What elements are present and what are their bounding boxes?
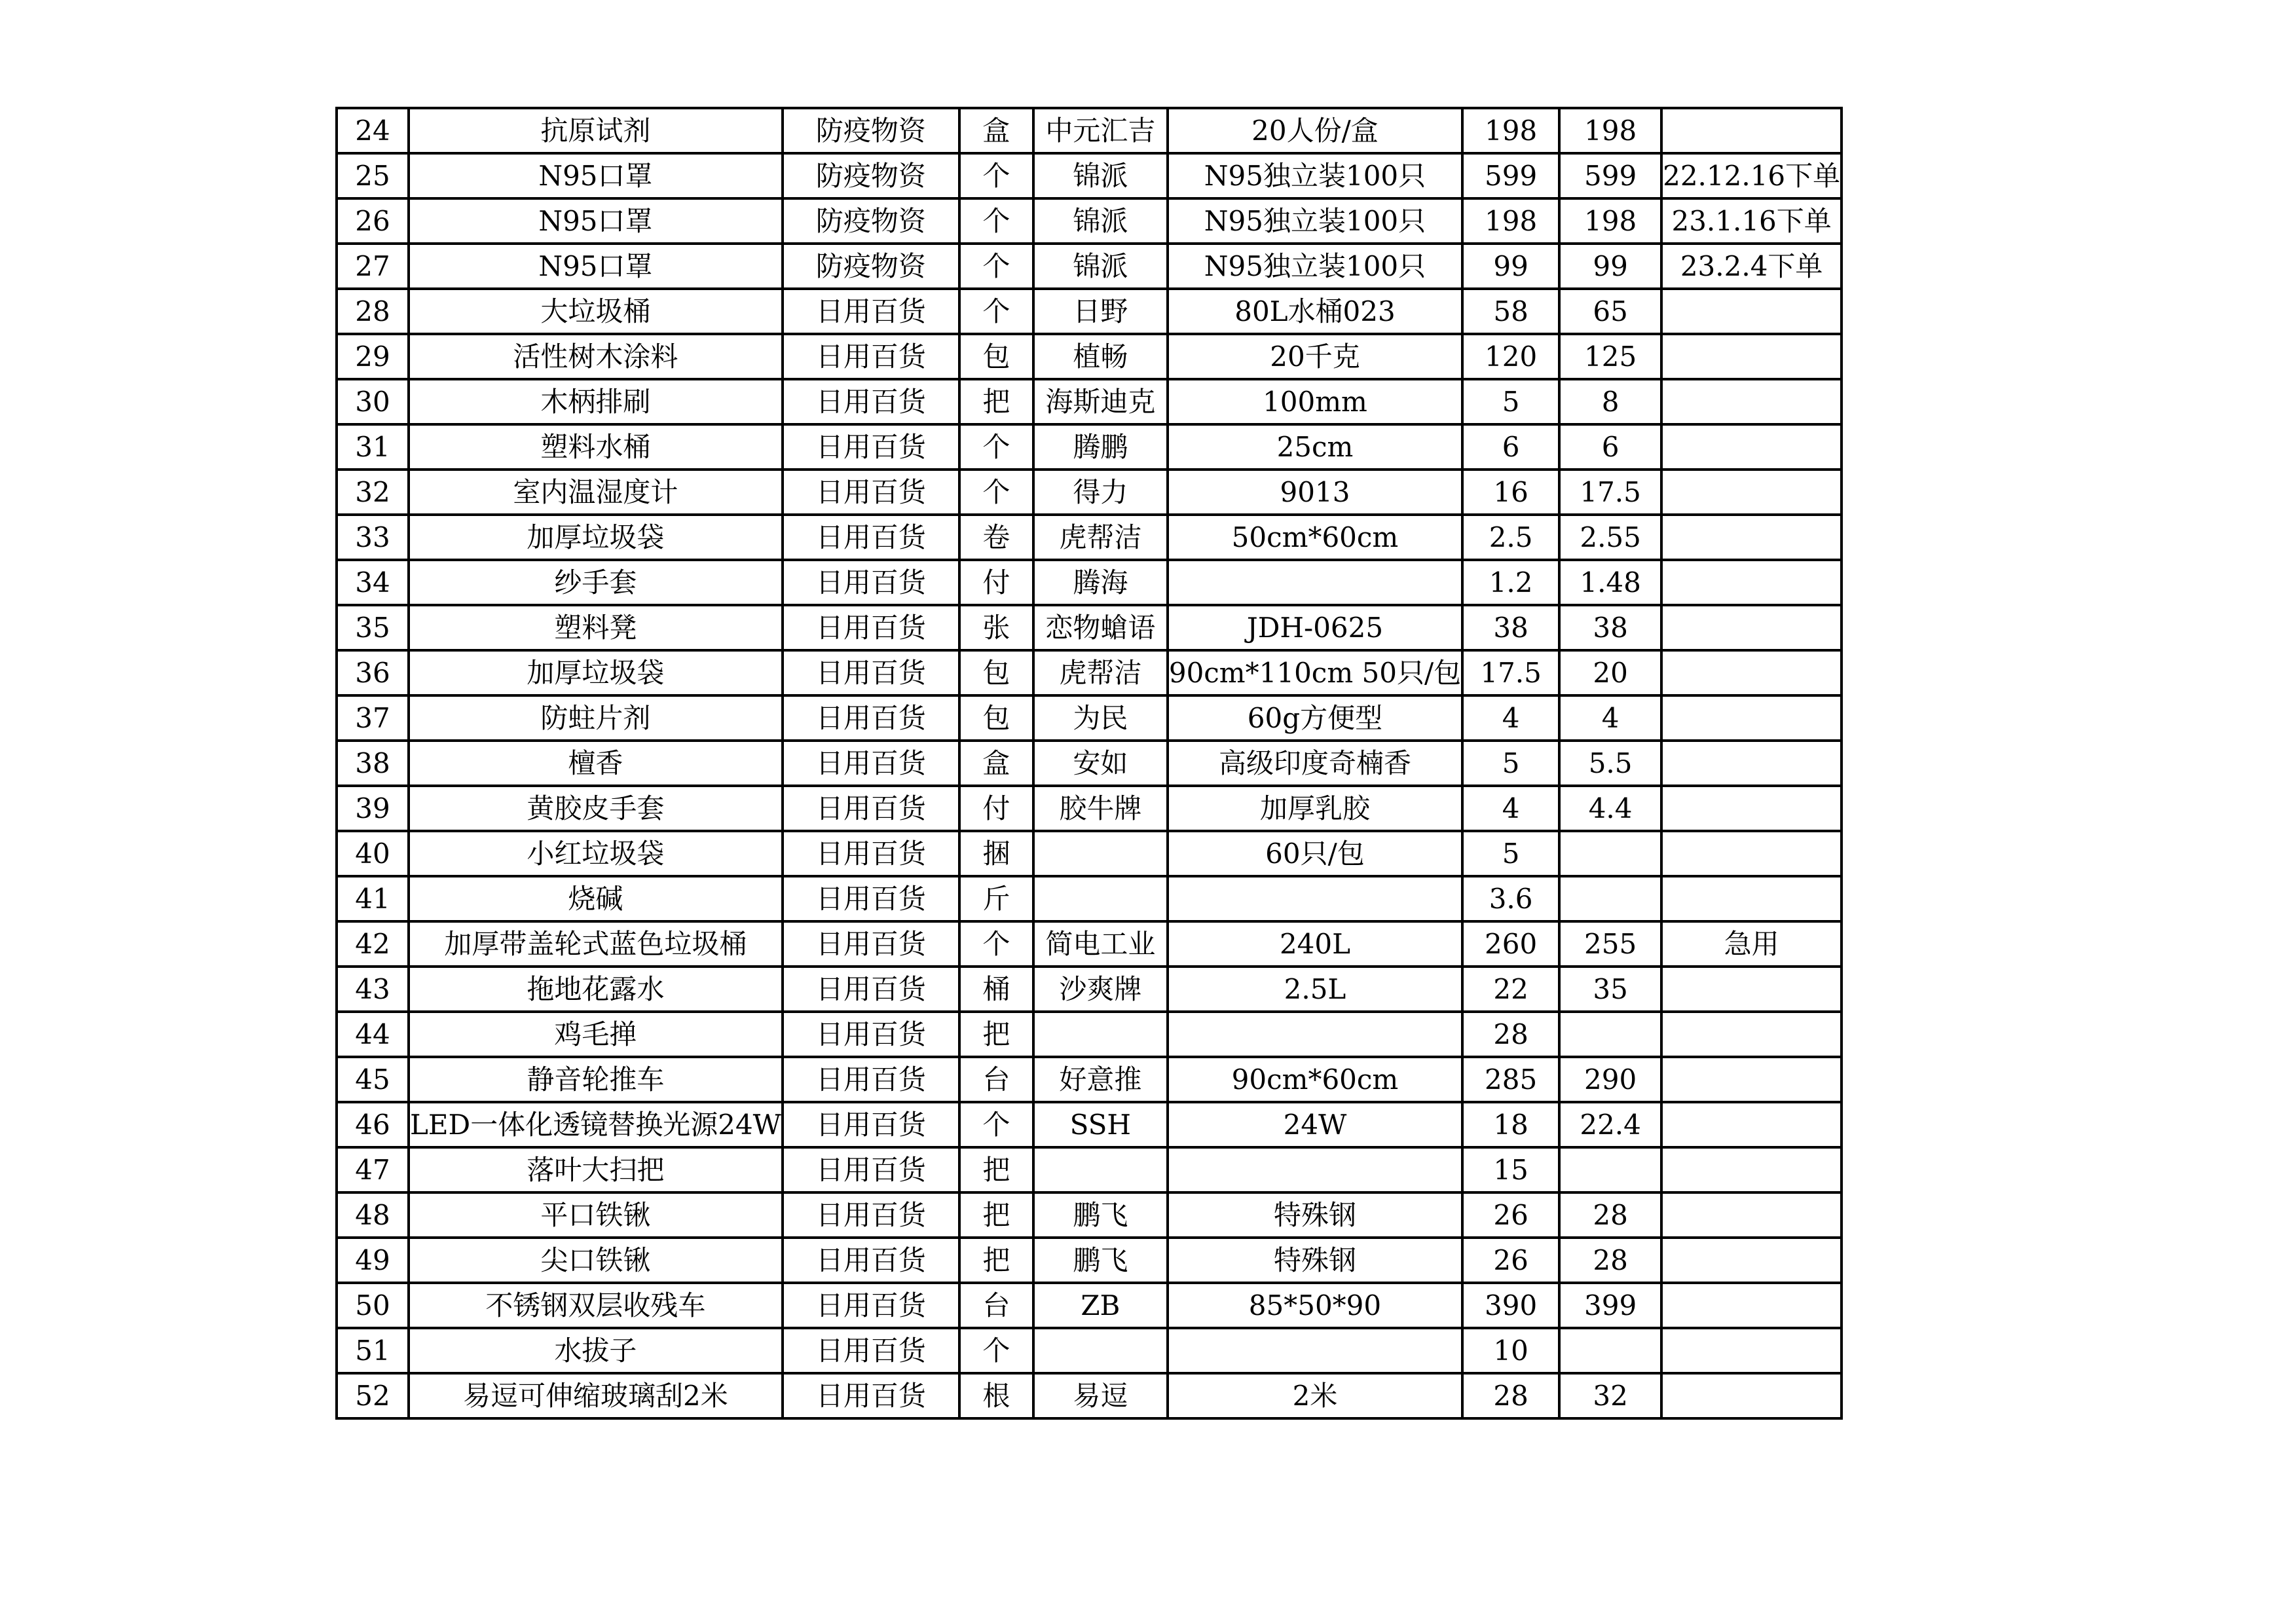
note-cell	[1661, 695, 1842, 741]
specification-cell: 90cm*60cm	[1168, 1057, 1462, 1102]
brand-cell: 简电工业	[1033, 921, 1168, 967]
specification-cell: 2米	[1168, 1373, 1462, 1418]
price-b-cell: 1.48	[1559, 560, 1661, 605]
item-name-cell: 纱手套	[409, 560, 783, 605]
table-row	[337, 1057, 1842, 1102]
category-cell: 日用百货	[783, 1373, 959, 1418]
note-cell	[1661, 515, 1842, 560]
price-b-cell: 8	[1559, 379, 1661, 424]
brand-cell: 锦派	[1033, 198, 1168, 244]
item-name-cell: 加厚垃圾袋	[409, 650, 783, 695]
note-cell	[1661, 470, 1842, 515]
price-a-cell: 99	[1462, 244, 1559, 289]
specification-cell: 50cm*60cm	[1168, 515, 1462, 560]
table-body	[337, 108, 1842, 1418]
unit-cell: 个	[959, 424, 1033, 470]
price-b-cell: 17.5	[1559, 470, 1661, 515]
brand-cell: 植畅	[1033, 334, 1168, 379]
price-a-cell: 390	[1462, 1283, 1559, 1328]
category-cell: 防疫物资	[783, 244, 959, 289]
unit-cell: 个	[959, 1328, 1033, 1373]
table-row	[337, 1147, 1842, 1192]
table-row	[337, 1328, 1842, 1373]
row-number-cell: 44	[337, 1012, 409, 1057]
unit-cell: 斤	[959, 876, 1033, 921]
brand-cell: 胶牛牌	[1033, 786, 1168, 831]
item-name-cell: 落叶大扫把	[409, 1147, 783, 1192]
price-b-cell: 2.55	[1559, 515, 1661, 560]
item-name-cell: 大垃圾桶	[409, 289, 783, 334]
price-b-cell: 4.4	[1559, 786, 1661, 831]
row-number-cell: 34	[337, 560, 409, 605]
item-name-cell: 鸡毛掸	[409, 1012, 783, 1057]
note-cell	[1661, 1238, 1842, 1283]
unit-cell: 个	[959, 244, 1033, 289]
price-b-cell: 38	[1559, 605, 1661, 650]
table-row	[337, 289, 1842, 334]
brand-cell: 恋物螥语	[1033, 605, 1168, 650]
table-row	[337, 1283, 1842, 1328]
unit-cell: 把	[959, 379, 1033, 424]
price-a-cell: 285	[1462, 1057, 1559, 1102]
unit-cell: 把	[959, 1012, 1033, 1057]
category-cell: 日用百货	[783, 470, 959, 515]
price-a-cell: 22	[1462, 967, 1559, 1012]
category-cell: 日用百货	[783, 1102, 959, 1147]
price-b-cell: 399	[1559, 1283, 1661, 1328]
specification-cell: 20人份/盒	[1168, 108, 1462, 153]
price-b-cell	[1559, 876, 1661, 921]
row-number-cell: 52	[337, 1373, 409, 1418]
row-number-cell: 35	[337, 605, 409, 650]
brand-cell	[1033, 876, 1168, 921]
price-a-cell: 15	[1462, 1147, 1559, 1192]
brand-cell: SSH	[1033, 1102, 1168, 1147]
item-name-cell: 檀香	[409, 741, 783, 786]
price-b-cell	[1559, 1328, 1661, 1373]
price-b-cell: 125	[1559, 334, 1661, 379]
row-number-cell: 37	[337, 695, 409, 741]
brand-cell: 得力	[1033, 470, 1168, 515]
category-cell: 日用百货	[783, 876, 959, 921]
item-name-cell: 平口铁锹	[409, 1192, 783, 1238]
note-cell: 23.2.4下单	[1661, 244, 1842, 289]
category-cell: 日用百货	[783, 1328, 959, 1373]
note-cell	[1661, 1012, 1842, 1057]
table-row	[337, 1373, 1842, 1418]
table-row	[337, 108, 1842, 153]
item-name-cell: 拖地花露水	[409, 967, 783, 1012]
brand-cell: 鹏飞	[1033, 1192, 1168, 1238]
row-number-cell: 42	[337, 921, 409, 967]
price-a-cell: 58	[1462, 289, 1559, 334]
category-cell: 日用百货	[783, 1192, 959, 1238]
specification-cell	[1168, 876, 1462, 921]
brand-cell: 安如	[1033, 741, 1168, 786]
specification-cell: 100mm	[1168, 379, 1462, 424]
price-a-cell: 26	[1462, 1192, 1559, 1238]
item-name-cell: 小红垃圾袋	[409, 831, 783, 876]
price-a-cell: 5	[1462, 831, 1559, 876]
price-b-cell	[1559, 1012, 1661, 1057]
item-name-cell: 木柄排刷	[409, 379, 783, 424]
brand-cell: 沙爽牌	[1033, 967, 1168, 1012]
unit-cell: 台	[959, 1283, 1033, 1328]
table-row	[337, 153, 1842, 198]
specification-cell: 特殊钢	[1168, 1238, 1462, 1283]
specification-cell: 9013	[1168, 470, 1462, 515]
specification-cell: 240L	[1168, 921, 1462, 967]
unit-cell: 包	[959, 695, 1033, 741]
unit-cell: 包	[959, 334, 1033, 379]
note-cell	[1661, 108, 1842, 153]
price-a-cell: 5	[1462, 741, 1559, 786]
note-cell	[1661, 1373, 1842, 1418]
table-row	[337, 741, 1842, 786]
item-name-cell: 抗原试剂	[409, 108, 783, 153]
item-name-cell: N95口罩	[409, 244, 783, 289]
row-number-cell: 25	[337, 153, 409, 198]
price-a-cell: 260	[1462, 921, 1559, 967]
row-number-cell: 47	[337, 1147, 409, 1192]
table-row	[337, 831, 1842, 876]
category-cell: 防疫物资	[783, 108, 959, 153]
unit-cell: 张	[959, 605, 1033, 650]
table-row	[337, 379, 1842, 424]
unit-cell: 个	[959, 921, 1033, 967]
row-number-cell: 45	[337, 1057, 409, 1102]
category-cell: 日用百货	[783, 379, 959, 424]
row-number-cell: 26	[337, 198, 409, 244]
brand-cell: 为民	[1033, 695, 1168, 741]
price-b-cell: 28	[1559, 1238, 1661, 1283]
specification-cell: 2.5L	[1168, 967, 1462, 1012]
price-b-cell: 255	[1559, 921, 1661, 967]
specification-cell: 60只/包	[1168, 831, 1462, 876]
price-b-cell: 20	[1559, 650, 1661, 695]
price-a-cell: 16	[1462, 470, 1559, 515]
table-row	[337, 1192, 1842, 1238]
table-row	[337, 695, 1842, 741]
note-cell	[1661, 379, 1842, 424]
price-b-cell: 4	[1559, 695, 1661, 741]
category-cell: 日用百货	[783, 741, 959, 786]
row-number-cell: 38	[337, 741, 409, 786]
item-name-cell: LED一体化透镜替换光源24W	[409, 1102, 783, 1147]
row-number-cell: 32	[337, 470, 409, 515]
brand-cell	[1033, 1328, 1168, 1373]
brand-cell: 好意推	[1033, 1057, 1168, 1102]
row-number-cell: 24	[337, 108, 409, 153]
unit-cell: 把	[959, 1147, 1033, 1192]
brand-cell	[1033, 1012, 1168, 1057]
category-cell: 日用百货	[783, 605, 959, 650]
item-name-cell: 黄胶皮手套	[409, 786, 783, 831]
table-row	[337, 244, 1842, 289]
note-cell	[1661, 831, 1842, 876]
row-number-cell: 29	[337, 334, 409, 379]
row-number-cell: 40	[337, 831, 409, 876]
category-cell: 日用百货	[783, 289, 959, 334]
row-number-cell: 39	[337, 786, 409, 831]
row-number-cell: 28	[337, 289, 409, 334]
unit-cell: 付	[959, 786, 1033, 831]
row-number-cell: 48	[337, 1192, 409, 1238]
price-b-cell: 198	[1559, 198, 1661, 244]
category-cell: 日用百货	[783, 695, 959, 741]
table-row	[337, 650, 1842, 695]
category-cell: 日用百货	[783, 921, 959, 967]
specification-cell: N95独立装100只	[1168, 244, 1462, 289]
specification-cell	[1168, 1147, 1462, 1192]
category-cell: 日用百货	[783, 831, 959, 876]
item-name-cell: 静音轮推车	[409, 1057, 783, 1102]
specification-cell: 60g方便型	[1168, 695, 1462, 741]
brand-cell	[1033, 831, 1168, 876]
note-cell	[1661, 605, 1842, 650]
note-cell	[1661, 876, 1842, 921]
price-a-cell: 4	[1462, 695, 1559, 741]
brand-cell: 中元汇吉	[1033, 108, 1168, 153]
row-number-cell: 30	[337, 379, 409, 424]
price-b-cell: 22.4	[1559, 1102, 1661, 1147]
unit-cell: 台	[959, 1057, 1033, 1102]
row-number-cell: 36	[337, 650, 409, 695]
specification-cell: 24W	[1168, 1102, 1462, 1147]
note-cell: 23.1.16下单	[1661, 198, 1842, 244]
unit-cell: 个	[959, 470, 1033, 515]
specification-cell: JDH-0625	[1168, 605, 1462, 650]
price-a-cell: 6	[1462, 424, 1559, 470]
spreadsheet-page	[335, 107, 1843, 1420]
item-name-cell: N95口罩	[409, 153, 783, 198]
row-number-cell: 49	[337, 1238, 409, 1283]
price-a-cell: 3.6	[1462, 876, 1559, 921]
brand-cell: 锦派	[1033, 244, 1168, 289]
category-cell: 日用百货	[783, 1057, 959, 1102]
table-row	[337, 515, 1842, 560]
category-cell: 日用百货	[783, 1283, 959, 1328]
price-b-cell: 99	[1559, 244, 1661, 289]
price-a-cell: 198	[1462, 198, 1559, 244]
unit-cell: 个	[959, 153, 1033, 198]
price-b-cell: 35	[1559, 967, 1661, 1012]
category-cell: 日用百货	[783, 1012, 959, 1057]
note-cell	[1661, 424, 1842, 470]
unit-cell: 把	[959, 1238, 1033, 1283]
category-cell: 防疫物资	[783, 153, 959, 198]
row-number-cell: 41	[337, 876, 409, 921]
price-a-cell: 26	[1462, 1238, 1559, 1283]
note-cell	[1661, 1328, 1842, 1373]
price-b-cell: 28	[1559, 1192, 1661, 1238]
item-name-cell: 室内温湿度计	[409, 470, 783, 515]
category-cell: 日用百货	[783, 1238, 959, 1283]
brand-cell: 鹏飞	[1033, 1238, 1168, 1283]
unit-cell: 捆	[959, 831, 1033, 876]
price-a-cell: 120	[1462, 334, 1559, 379]
note-cell	[1661, 786, 1842, 831]
price-b-cell: 6	[1559, 424, 1661, 470]
price-b-cell: 65	[1559, 289, 1661, 334]
row-number-cell: 46	[337, 1102, 409, 1147]
price-a-cell: 198	[1462, 108, 1559, 153]
row-number-cell: 43	[337, 967, 409, 1012]
price-b-cell: 5.5	[1559, 741, 1661, 786]
item-name-cell: 易逗可伸缩玻璃刮2米	[409, 1373, 783, 1418]
brand-cell	[1033, 1147, 1168, 1192]
item-name-cell: 不锈钢双层收残车	[409, 1283, 783, 1328]
category-cell: 日用百货	[783, 334, 959, 379]
specification-cell: N95独立装100只	[1168, 198, 1462, 244]
table-row	[337, 786, 1842, 831]
price-a-cell: 4	[1462, 786, 1559, 831]
table-row	[337, 1238, 1842, 1283]
item-name-cell: 塑料水桶	[409, 424, 783, 470]
brand-cell: ZB	[1033, 1283, 1168, 1328]
item-name-cell: 活性树木涂料	[409, 334, 783, 379]
row-number-cell: 50	[337, 1283, 409, 1328]
specification-cell: 80L水桶023	[1168, 289, 1462, 334]
row-number-cell: 31	[337, 424, 409, 470]
table-row	[337, 198, 1842, 244]
price-b-cell: 32	[1559, 1373, 1661, 1418]
unit-cell: 包	[959, 650, 1033, 695]
brand-cell: 易逗	[1033, 1373, 1168, 1418]
specification-cell: 25cm	[1168, 424, 1462, 470]
unit-cell: 个	[959, 289, 1033, 334]
brand-cell: 锦派	[1033, 153, 1168, 198]
item-name-cell: 尖口铁锹	[409, 1238, 783, 1283]
row-number-cell: 33	[337, 515, 409, 560]
table-row	[337, 605, 1842, 650]
note-cell	[1661, 334, 1842, 379]
category-cell: 日用百货	[783, 1147, 959, 1192]
row-number-cell: 51	[337, 1328, 409, 1373]
item-name-cell: 加厚带盖轮式蓝色垃圾桶	[409, 921, 783, 967]
table-row	[337, 560, 1842, 605]
specification-cell: 20千克	[1168, 334, 1462, 379]
price-a-cell: 38	[1462, 605, 1559, 650]
specification-cell: 90cm*110cm 50只/包	[1168, 650, 1462, 695]
specification-cell: 85*50*90	[1168, 1283, 1462, 1328]
note-cell	[1661, 289, 1842, 334]
note-cell: 22.12.16下单	[1661, 153, 1842, 198]
note-cell	[1661, 967, 1842, 1012]
row-number-cell: 27	[337, 244, 409, 289]
note-cell	[1661, 650, 1842, 695]
brand-cell: 腾鹏	[1033, 424, 1168, 470]
price-b-cell: 198	[1559, 108, 1661, 153]
note-cell	[1661, 741, 1842, 786]
note-cell: 急用	[1661, 921, 1842, 967]
unit-cell: 根	[959, 1373, 1033, 1418]
price-b-cell: 599	[1559, 153, 1661, 198]
category-cell: 日用百货	[783, 967, 959, 1012]
category-cell: 防疫物资	[783, 198, 959, 244]
table-row	[337, 424, 1842, 470]
brand-cell: 日野	[1033, 289, 1168, 334]
procurement-table	[335, 107, 1843, 1420]
note-cell	[1661, 1192, 1842, 1238]
table-row	[337, 967, 1842, 1012]
unit-cell: 盒	[959, 741, 1033, 786]
price-b-cell	[1559, 1147, 1661, 1192]
note-cell	[1661, 1102, 1842, 1147]
unit-cell: 桶	[959, 967, 1033, 1012]
table-row	[337, 921, 1842, 967]
note-cell	[1661, 1283, 1842, 1328]
item-name-cell: 水拔子	[409, 1328, 783, 1373]
brand-cell: 腾海	[1033, 560, 1168, 605]
item-name-cell: 烧碱	[409, 876, 783, 921]
note-cell	[1661, 1057, 1842, 1102]
category-cell: 日用百货	[783, 515, 959, 560]
brand-cell: 虎帮洁	[1033, 650, 1168, 695]
specification-cell: 高级印度奇楠香	[1168, 741, 1462, 786]
unit-cell: 个	[959, 1102, 1033, 1147]
specification-cell: N95独立装100只	[1168, 153, 1462, 198]
price-a-cell: 28	[1462, 1373, 1559, 1418]
category-cell: 日用百货	[783, 786, 959, 831]
note-cell	[1661, 560, 1842, 605]
price-a-cell: 1.2	[1462, 560, 1559, 605]
specification-cell: 加厚乳胶	[1168, 786, 1462, 831]
brand-cell: 虎帮洁	[1033, 515, 1168, 560]
table-row	[337, 334, 1842, 379]
table-row	[337, 1102, 1842, 1147]
price-a-cell: 599	[1462, 153, 1559, 198]
specification-cell	[1168, 1012, 1462, 1057]
category-cell: 日用百货	[783, 650, 959, 695]
price-b-cell	[1559, 831, 1661, 876]
price-a-cell: 28	[1462, 1012, 1559, 1057]
category-cell: 日用百货	[783, 560, 959, 605]
table-row	[337, 1012, 1842, 1057]
price-a-cell: 10	[1462, 1328, 1559, 1373]
unit-cell: 付	[959, 560, 1033, 605]
price-a-cell: 17.5	[1462, 650, 1559, 695]
table-row	[337, 876, 1842, 921]
item-name-cell: 塑料凳	[409, 605, 783, 650]
brand-cell: 海斯迪克	[1033, 379, 1168, 424]
item-name-cell: N95口罩	[409, 198, 783, 244]
category-cell: 日用百货	[783, 424, 959, 470]
item-name-cell: 加厚垃圾袋	[409, 515, 783, 560]
specification-cell: 特殊钢	[1168, 1192, 1462, 1238]
price-a-cell: 2.5	[1462, 515, 1559, 560]
specification-cell	[1168, 560, 1462, 605]
note-cell	[1661, 1147, 1842, 1192]
table-row	[337, 470, 1842, 515]
price-b-cell: 290	[1559, 1057, 1661, 1102]
item-name-cell: 防蛀片剂	[409, 695, 783, 741]
price-a-cell: 5	[1462, 379, 1559, 424]
price-a-cell: 18	[1462, 1102, 1559, 1147]
unit-cell: 把	[959, 1192, 1033, 1238]
unit-cell: 卷	[959, 515, 1033, 560]
unit-cell: 个	[959, 198, 1033, 244]
specification-cell	[1168, 1328, 1462, 1373]
unit-cell: 盒	[959, 108, 1033, 153]
